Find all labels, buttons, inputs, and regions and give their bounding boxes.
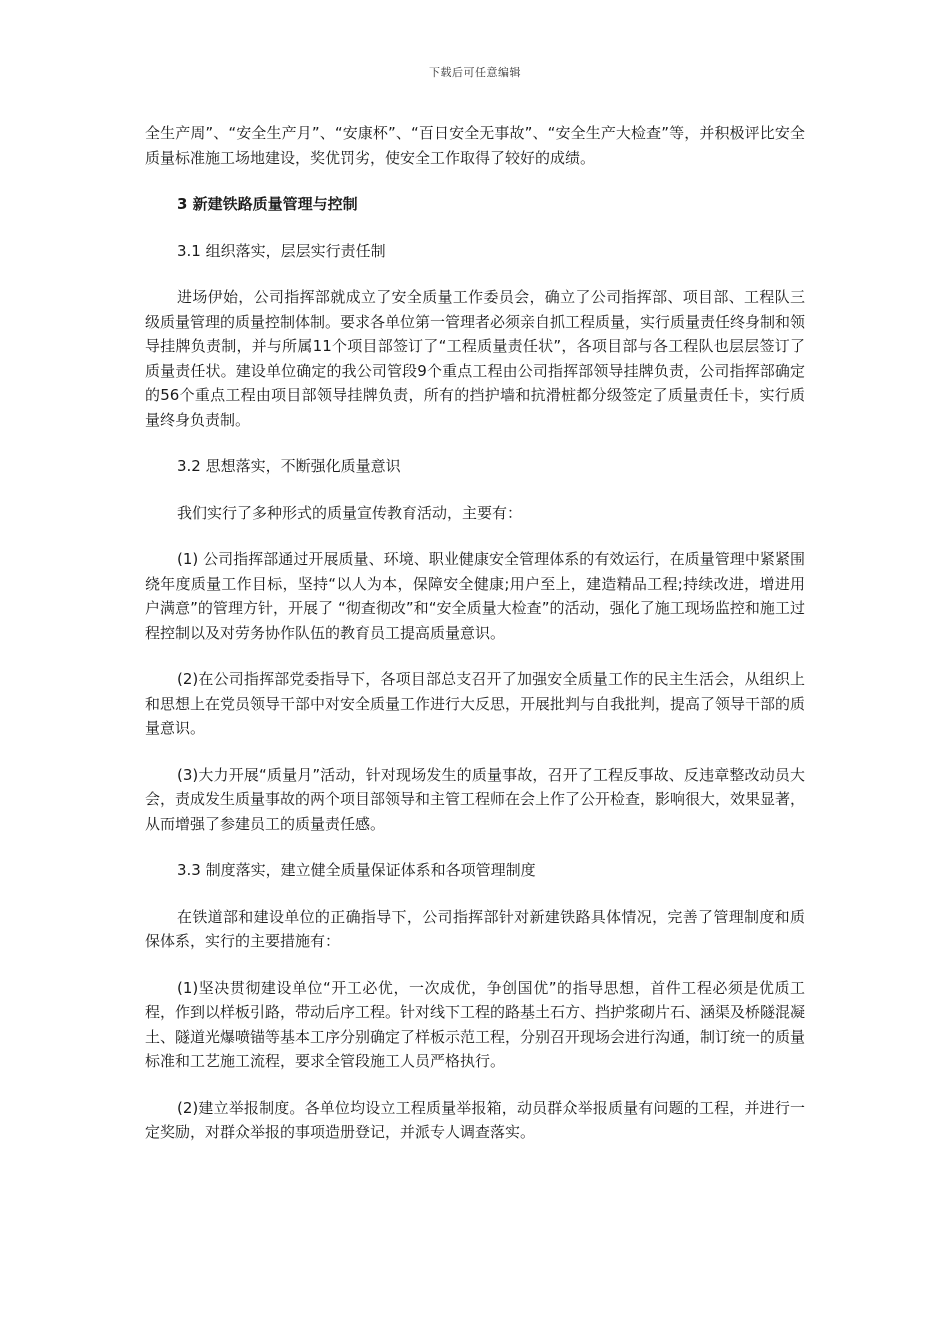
section-3-3-paragraph-2: (1)坚决贯彻建设单位“开工必优，一次成优，争创国优”的指导思想，首件工程必须是优质工程，作到以样板引路，带动后序工程。针对线下工程的路基土石方、挡护浆砌片石、涵渠及桥隧混凝土、隧道光爆喷锚等基本工序分别确定了样板示范工程，分别召开现场会进行沟通，制订统一的质量标准和工艺施工流程，要求全管段施工人员严格执行。 xyxy=(145,978,806,1070)
section-3-1-heading: 3.1 组织落实，层层实行责任制 xyxy=(177,241,386,260)
document-body xyxy=(145,121,805,1167)
section-3-2-paragraph-3: (2)在公司指挥部党委指导下，各项目部总支召开了加强安全质量工作的民主生活会，从组织上和思想上在党员领导干部中对安全质量工作进行大反思，开展批判与自我批判，提高了领导干部的质量意识。 xyxy=(145,670,806,737)
section-3-2-paragraph-4: (3)大力开展“质量月”活动，针对现场发生的质量事故，召开了工程反事故、反违章整改动员大会，责成发生质量事故的两个项目部领导和主管工程师在会上作了公开检查，影响很大，效果显著，从而增强了参建员工的质量责任感。 xyxy=(145,765,806,833)
section-3-2-paragraph-1: 我们实行了多种形式的质量宣传教育活动，主要有： xyxy=(177,503,523,522)
intro-paragraph: 全生产周”、“安全生产月”、“安康杯”、“百日安全无事故”、“安全生产大检查”等，并积极评比安全质量标准施工场地建设，奖优罚劣，使安全工作取得了较好的成绩。 xyxy=(145,124,805,167)
page-header: 下载后可任意编辑 xyxy=(429,66,521,79)
section-3-3-paragraph-1: 在铁道部和建设单位的正确指导下，公司指挥部针对新建铁路具体情况，完善了管理制度和质保体系，实行的主要措施有： xyxy=(145,907,805,950)
section-3-2-heading: 3.2 思想落实，不断强化质量意识 xyxy=(177,457,401,475)
section-3-2-paragraph-2: (1) 公司指挥部通过开展质量、环境、职业健康安全管理体系的有效运行，在质量管理中紧紧围绕年度质量工作目标，坚持“以人为本，保障安全健康;用户至上，建造精品工程;持续改进，增进用户满意”的管理方针，开展了 “彻查彻改”和“安全质量大检查”的活动，强化了施工现场监控和施工过程控制以及对劳务协作队伍的教育员工提高质量意识。 xyxy=(145,550,805,642)
section-3-heading: 3 新建铁路质量管理与控制 xyxy=(177,195,358,213)
section-3-3-paragraph-3: (2)建立举报制度。各单位均设立工程质量举报箱，动员群众举报质量有问题的工程，并进行一定奖励，对群众举报的事项造册登记，并派专人调查落实。 xyxy=(145,1098,805,1141)
section-3-3-heading: 3.3 制度落实，建立健全质量保证体系和各项管理制度 xyxy=(177,861,536,879)
section-3-1-paragraph: 进场伊始，公司指挥部就成立了安全质量工作委员会，确立了公司指挥部、项目部、工程队三级质量管理的质量控制体制。要求各单位第一管理者必须亲自抓工程质量，实行质量责任终身制和领导挂牌负责制，并与所属11个项目部签订了“工程质量责任状”，各项目部与各工程队也层层签订了质量责任状。建设单位确定的我公司管段9个重点工程由公司指挥部领导挂牌负责，公司指挥部确定的56个重点工程由项目部领导挂牌负责，所有的挡护墙和抗滑桩都分级签定了质量责任卡，实行质量终身负责制。 xyxy=(145,288,806,429)
